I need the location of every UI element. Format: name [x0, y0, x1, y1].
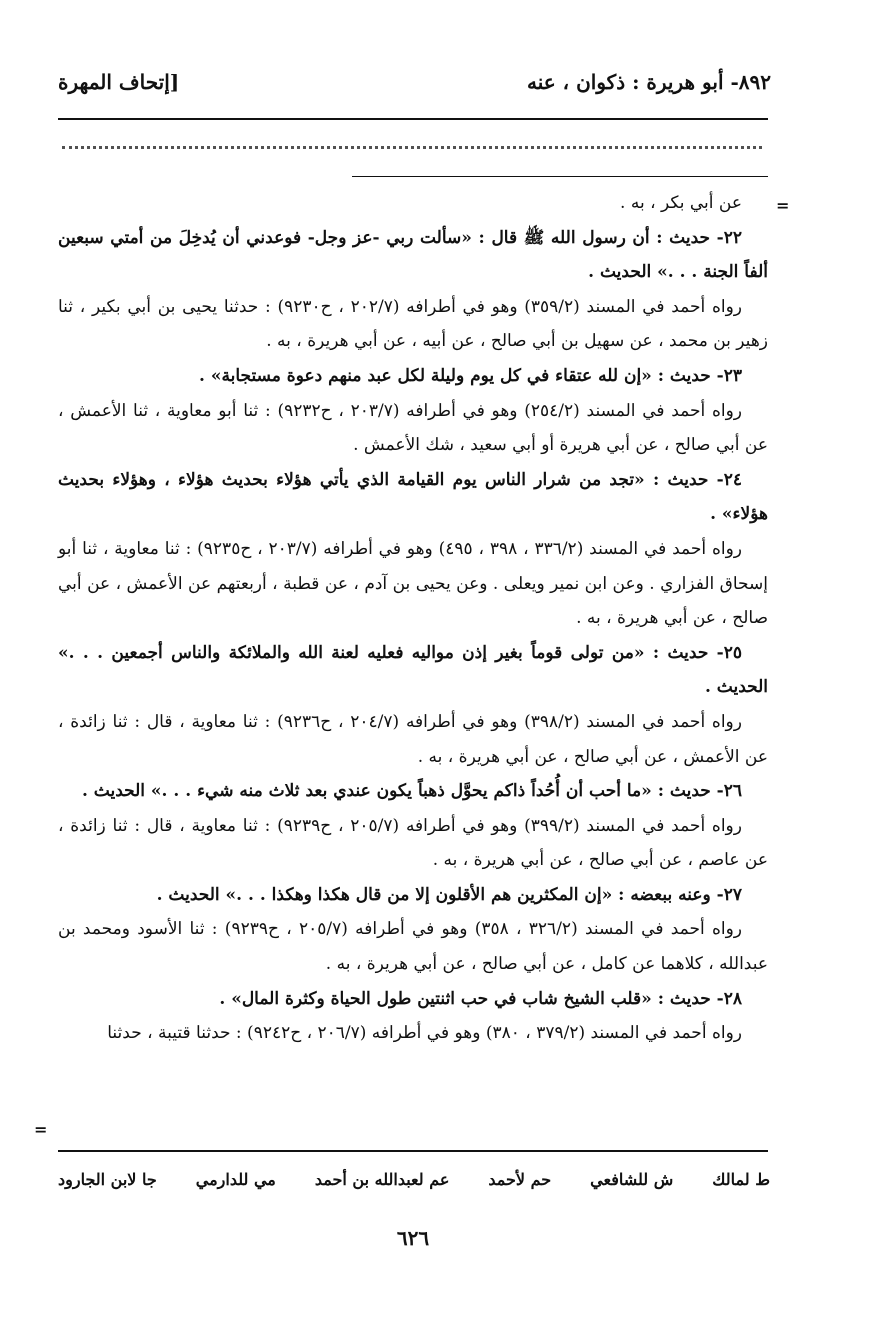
narration-text: رواه أحمد في المسند (٣٣٦/٢ ، ٣٩٨ ، ٤٩٥) وهو في أطرافه (٢٠٣/٧ ، ح٩٢٣٥) : ثنا معاوية ، ثنا أبو إسحاق الفزاري . وعن ابن نمير ويعلى . وعن يحيى بن آدم ، عن قطبة ، أربعتهم عن الأعمش ، عن أبي صالح ، عن أبي هريرة ، به .: [58, 538, 768, 629]
section-rule: [352, 176, 768, 177]
header-chapter-title: ٨٩٢- أبو هريرة : ذكوان ، عنه: [527, 70, 771, 94]
abbreviation-item: عم لعبدالله بن أحمد: [314, 1170, 450, 1189]
abbreviation-item: ش للشافعي: [590, 1170, 674, 1189]
hadith-text: ٢٢- حديث : أن رسول الله ﷺ قال : «سألت ربي -عز وجل- فوعدني أن يُدخِلَ من أمتي سبعين ألفاً الجنة . . .» الحديث .: [58, 227, 768, 283]
header-book-title: [إتحاف المهرة: [58, 70, 180, 94]
abbreviation-item: مي للدارمي: [195, 1170, 276, 1189]
dotted-separator: [62, 146, 762, 163]
narration-text: رواه أحمد في المسند (٣٧٩/٢ ، ٣٨٠) وهو في أطرافه (٢٠٦/٧ ، ح٩٢٤٢) : حدثنا قتيبة ، حدثنا: [107, 1023, 742, 1044]
footer-rule: [58, 1150, 768, 1152]
narration-text: رواه أحمد في المسند (٣٥٩/٢) وهو في أطرافه (٢٠٢/٧ ، ح٩٢٣٠) : حدثنا يحيى بن أبي بكير ، ثنا زهير بن محمد ، عن سهيل بن أبي صالح ، عن أبيه ، عن أبي هريرة ، به .: [58, 296, 768, 352]
abbreviation-item: ط لمالك: [712, 1170, 770, 1189]
narration-text: رواه أحمد في المسند (٢٥٤/٢) وهو في أطرافه (٢٠٣/٧ ، ح٩٢٣٢) : ثنا أبو معاوية ، ثنا الأعمش ، عن أبي صالح ، عن أبي هريرة أو أبي سعيد ، شك الأعمش .: [58, 400, 768, 456]
hadith-text: ٢٥- حديث : «من تولى قوماً بغير إذن مواليه فعليه لعنة الله والملائكة والناس أجمعين . . .» الحديث .: [58, 642, 768, 698]
hadith-text: ٢٣- حديث : «إن لله عتقاء في كل يوم وليلة لكل عبد منهم دعوة مستجابة» .: [199, 365, 742, 386]
narration-text: رواه أحمد في المسند (٣٩٨/٢) وهو في أطرافه (٢٠٤/٧ ، ح٩٢٣٦) : ثنا معاوية ، قال : ثنا زائدة ، عن الأعمش ، عن أبي صالح ، عن أبي هريرة ، به .: [58, 711, 768, 767]
narration-text: رواه أحمد في المسند (٣٢٦/٢ ، ٣٥٨) وهو في أطرافه (٢٠٥/٧ ، ح٩٢٣٩) : ثنا الأسود ومحمد بن عبدالله ، كلاهما عن كامل ، عن أبي صالح ، عن أبي هريرة ، به .: [58, 919, 768, 975]
hadith-text: ٢٨- حديث : «قلب الشيخ شاب في حب اثنتين طول الحياة وكثرة المال» .: [219, 988, 742, 1009]
hadith-text: ٢٦- حديث : «ما أحب أن أُحُداً ذاكم يحوَّل ذهباً يكون عندي بعد ثلاث منه شيء . . .» الحديث .: [81, 781, 742, 802]
hadith-text: ٢٤- حديث : «تجد من شرار الناس يوم القيامة الذي يأتي هؤلاء بحديث هؤلاء ، وهؤلاء بحديث هؤلاء» .: [58, 469, 768, 525]
narration-text: رواه أحمد في المسند (٣٩٩/٢) وهو في أطرافه (٢٠٥/٧ ، ح٩٢٣٩) : ثنا معاوية ، قال : ثنا زائدة ، عن عاصم ، عن أبي صالح ، عن أبي هريرة ، به .: [58, 815, 768, 871]
running-header: [58, 64, 771, 104]
continuation-mark-bottom: =: [34, 1120, 48, 1139]
main-text: [58, 186, 768, 1051]
abbreviation-key: [58, 1170, 770, 1189]
continuation-mark-top: =: [776, 196, 790, 215]
header-rule: [58, 118, 768, 120]
abbreviation-item: جا لابن الجارود: [58, 1170, 157, 1189]
abbreviation-item: حم لأحمد: [488, 1170, 552, 1189]
narration-text: عن أبي بكر ، به .: [620, 193, 742, 213]
hadith-text: ٢٧- وعنه ببعضه : «إن المكثرين هم الأقلون إلا من قال هكذا وهكذا . . .» الحديث .: [156, 884, 742, 905]
page-number: ٦٢٦: [396, 1226, 430, 1250]
